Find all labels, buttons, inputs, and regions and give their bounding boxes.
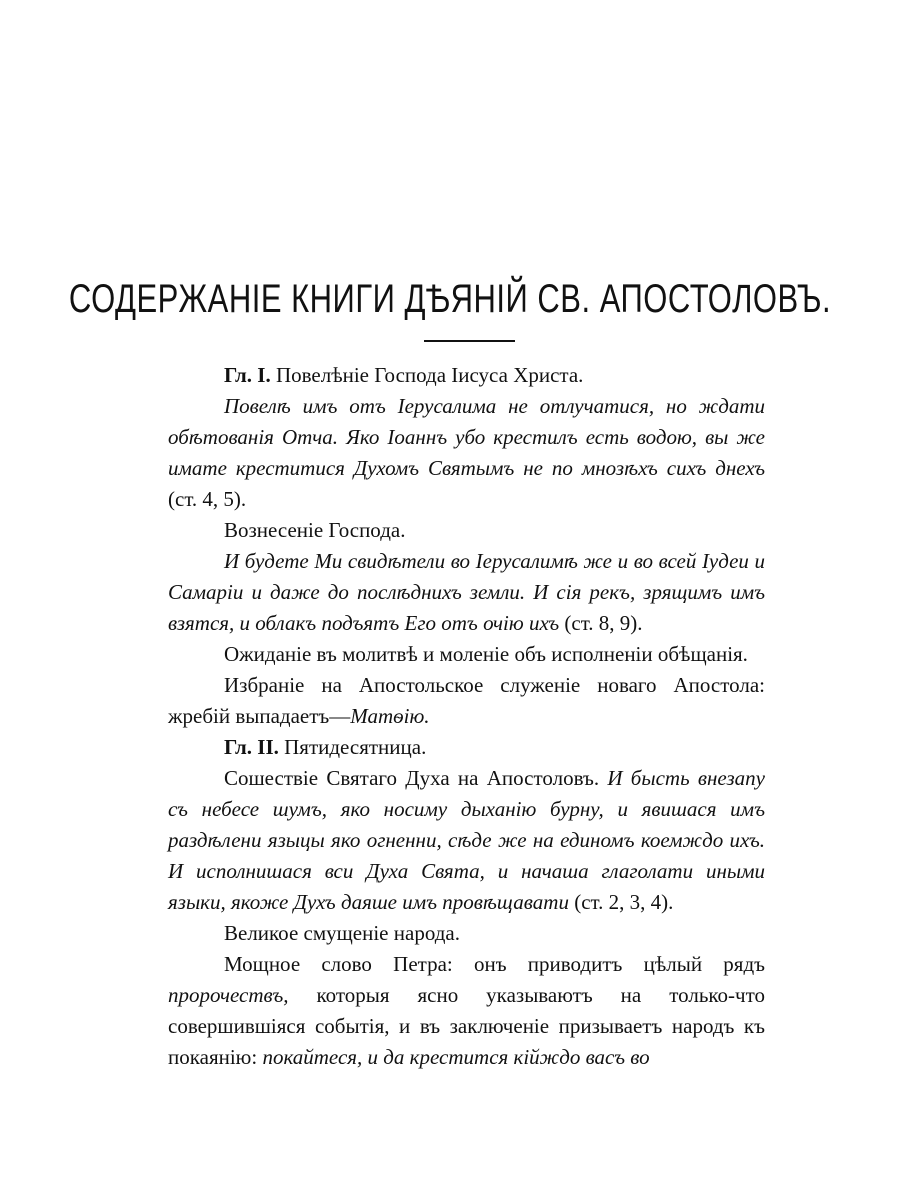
chapter-1-ascension: Вознесеніе Господа.	[224, 518, 406, 542]
election-name: Матѳію.	[350, 704, 430, 728]
chapter-1-quote-2	[168, 546, 765, 639]
chapter-1-title: Повелѣніе Господа Іисуса Христа.	[275, 363, 584, 387]
quote-text: И бысть внезапу съ небесе шумъ, яко носиму дыханію бурну, и явишася имъ раздѣлени языцы яко огненни, сѣде же на единомъ коемждо ихъ. И исполнишася вси Духа Свята, и начаша глаголати иными языки, якоже Духъ даяше имъ провѣщавати	[168, 766, 765, 914]
verse-reference: (ст. 4, 5).	[168, 487, 247, 511]
quote-text: И будете Ми свидѣтели во Іерусалимѣ же и во всей Іудеи и Самаріи и даже до послѣднихъ земли. И сія рекъ, зрящимъ имъ взятся, и облакъ подъятъ Его отъ очію ихъ	[168, 549, 765, 635]
verse-reference: (ст. 2, 3, 4).	[574, 890, 674, 914]
chapter-2-heading	[168, 732, 765, 763]
verse-reference: (ст. 8, 9).	[564, 611, 643, 635]
chapter-2-confusion: Великое смущеніе народа.	[224, 921, 460, 945]
chapter-2-title: Пятидесятница.	[284, 735, 427, 759]
quote-text: Повелѣ имъ отъ Іерусалима не отлучатися, но ждати обѣтованія Отча. Яко Іоаннъ убо крестилъ есть водою, вы же имате креститися Духомъ Святымъ не по мнозѣхъ сихъ днехъ	[168, 394, 765, 480]
peter-italic-1: пророчествъ,	[168, 983, 289, 1007]
title-divider	[424, 340, 515, 342]
chapter-1-waiting: Ожиданіе въ молитвѣ и моленіе объ исполненіи обѣщанія.	[224, 642, 748, 666]
chapter-1-heading	[168, 360, 765, 391]
chapter-2-peter	[168, 949, 765, 1073]
chapter-2-label: Гл. II.	[224, 735, 279, 759]
chapter-1-label: Гл. I.	[224, 363, 271, 387]
election-text: Избраніе на Апостольское служеніе новаго Апостола: жребій выпадаетъ—	[168, 673, 765, 728]
peter-italic-2: покайтеся, и да крестится кійждо васъ во	[262, 1045, 650, 1069]
peter-text-1: Мощное слово Петра: онъ приводитъ цѣлый рядъ	[224, 952, 765, 976]
chapter-1-election	[168, 670, 765, 732]
page-title: СОДЕРЖАНІЕ КНИГИ ДѢЯНІЙ СВ. АПОСТОЛОВЪ.	[68, 276, 832, 321]
contents-text	[168, 360, 765, 1073]
chapter-1-quote-1	[168, 391, 765, 515]
descent-text: Сошествіе Святаго Духа на Апостоловъ.	[224, 766, 600, 790]
peter-text-2: которыя ясно указываютъ на только-что совершившіяся событія, и въ заключеніе призываетъ народъ къ покаянію:	[168, 983, 765, 1069]
chapter-2-descent	[168, 763, 765, 918]
